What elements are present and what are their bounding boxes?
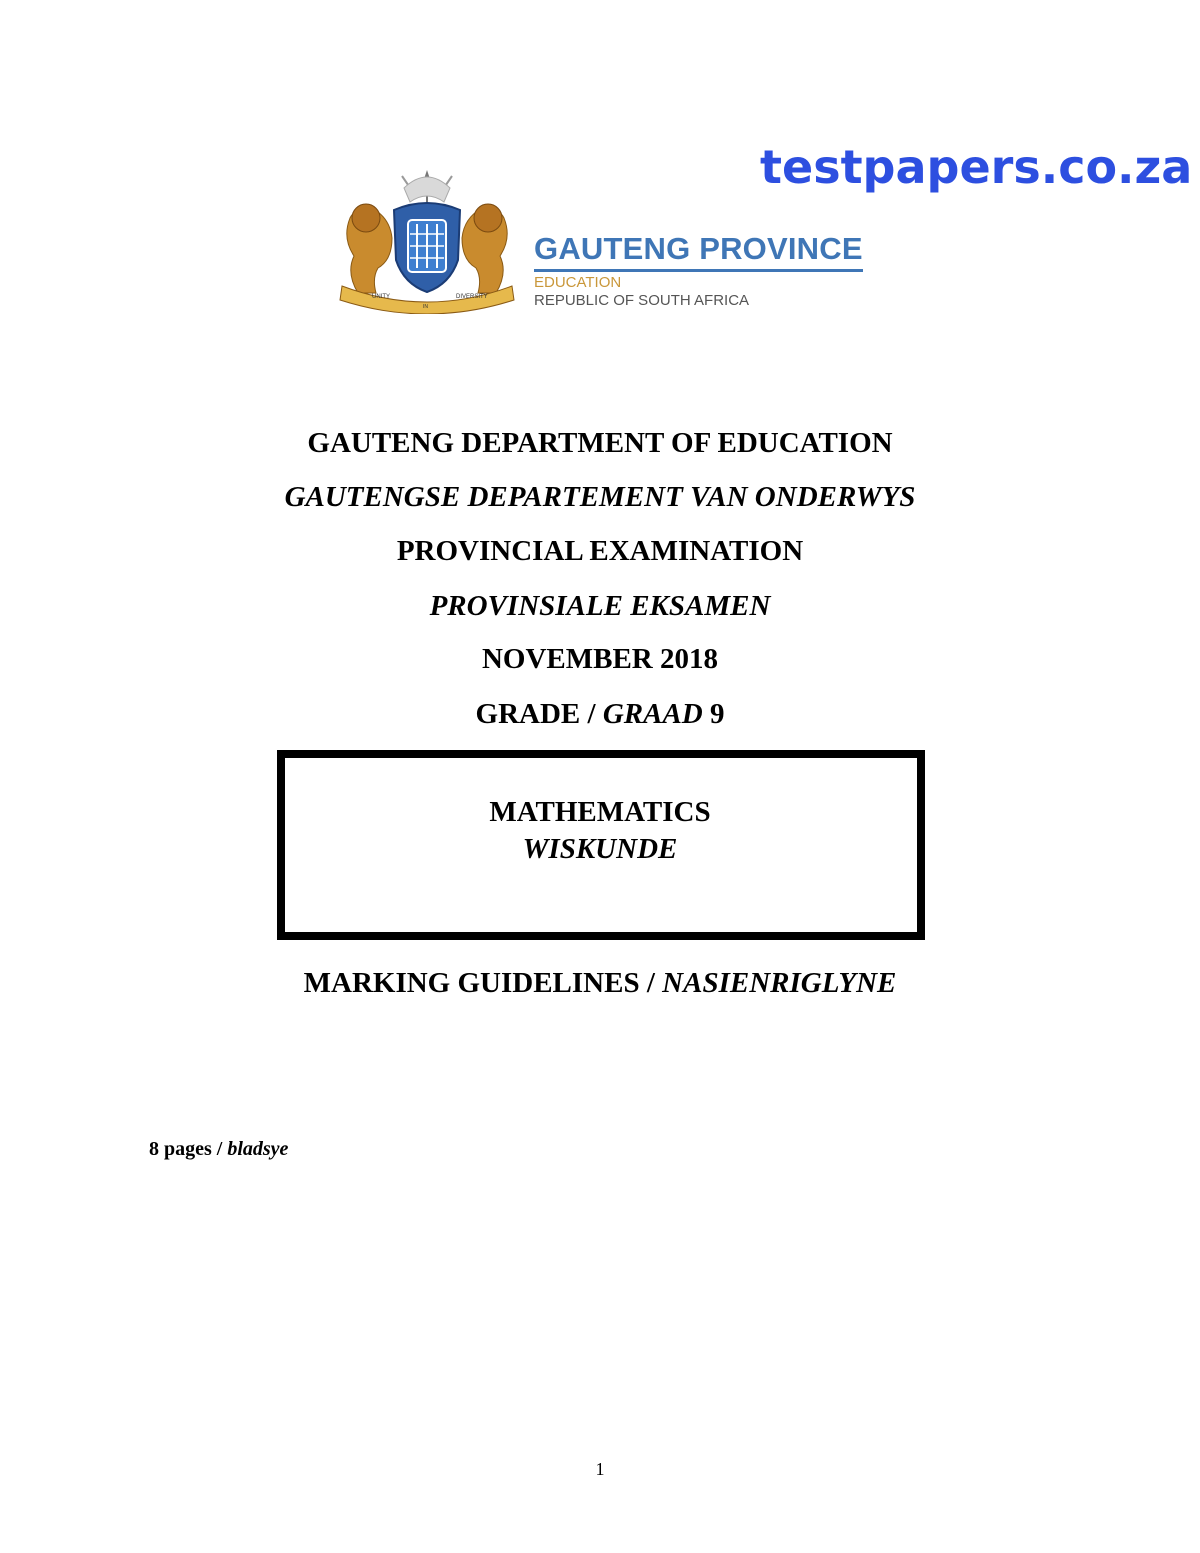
page-number: 1 [595, 1459, 605, 1479]
header-department-en: GAUTENG DEPARTMENT OF EDUCATION [307, 427, 893, 459]
grade-number: 9 [702, 698, 725, 730]
logo-title: GAUTENG PROVINCE [534, 232, 863, 272]
crest-motto-1: UNITY [372, 294, 390, 300]
header-date: NOVEMBER 2018 [481, 643, 719, 675]
logo-subtitle-education: EDUCATION [534, 274, 622, 291]
page-count-af: bladsye [227, 1138, 289, 1160]
guidelines-en: MARKING GUIDELINES / [303, 967, 663, 999]
logo-subtitle-country: REPUBLIC OF SOUTH AFRICA [534, 292, 750, 309]
marking-guidelines [0, 966, 1200, 1000]
subject-af: WISKUNDE [522, 833, 678, 865]
page-count [149, 1138, 288, 1161]
crest-motto-2: IN [423, 304, 428, 310]
logo-text-block [534, 232, 863, 310]
subject-box [277, 750, 925, 940]
subject-en: MATHEMATICS [489, 796, 711, 828]
coat-of-arms-logo [332, 168, 522, 314]
guidelines-af: NASIENRIGLYNE [662, 967, 897, 999]
page-count-en: 8 pages / [149, 1138, 228, 1160]
header-grade [0, 697, 1200, 731]
crest-motto-3: DIVERSITY [456, 294, 488, 300]
grade-label-af: GRAAD [602, 698, 703, 730]
grade-label-en: GRADE / [475, 698, 603, 730]
watermark-text: testpapers.co.za [760, 140, 1193, 194]
header-department-af: GAUTENGSE DEPARTEMENT VAN ONDERWYS [284, 481, 916, 513]
header-exam-en: PROVINCIAL EXAMINATION [396, 535, 804, 567]
header-exam-af: PROVINSIALE EKSAMEN [429, 590, 771, 622]
